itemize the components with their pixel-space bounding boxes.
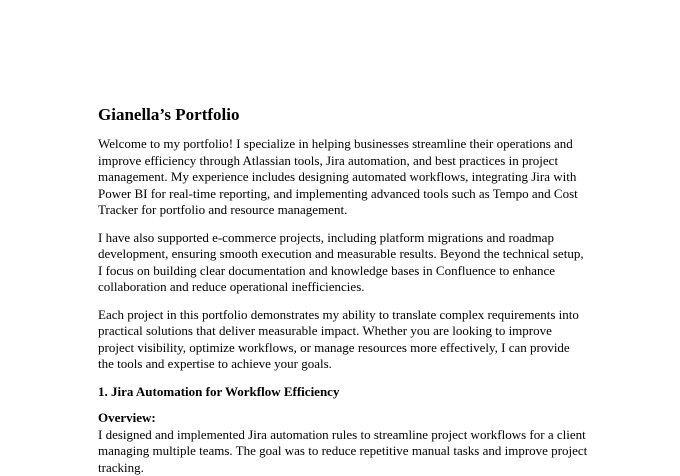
section-jira-automation bbox=[98, 384, 588, 476]
section-heading: 1. Jira Automation for Workflow Efficiency bbox=[98, 384, 588, 401]
overview-heading: Overview: bbox=[98, 410, 588, 427]
overview-paragraph: I designed and implemented Jira automation rules to streamline project workflows for a client managing multiple teams. The goal was to reduce repetitive manual tasks and improve project tracking. bbox=[98, 427, 588, 476]
page-title: Gianella’s Portfolio bbox=[98, 105, 588, 125]
ecommerce-paragraph: I have also supported e-commerce projects, including platform migrations and roadmap development, ensuring smooth execution and measurable results. Beyond the technical setup, I focus on building clear documentation and knowledge bases in Confluence to enhance collaboration and reduce operational inefficiencies. bbox=[98, 230, 588, 296]
impact-paragraph: Each project in this portfolio demonstrates my ability to translate complex requirements into practical solutions that deliver measurable impact. Whether you are looking to improve project visibility, optimize workflows, or manage resources more effectively, I can provide the tools and expertise to achieve your goals. bbox=[98, 307, 588, 373]
intro-paragraph: Welcome to my portfolio! I specialize in helping businesses streamline their operations and improve efficiency through Atlassian tools, Jira automation, and best practices in project management. My experience includes designing automated workflows, integrating Jira with Power BI for real-time reporting, and implementing advanced tools such as Tempo and Cost Tracker for portfolio and resource management. bbox=[98, 136, 588, 219]
document-page bbox=[98, 105, 588, 476]
